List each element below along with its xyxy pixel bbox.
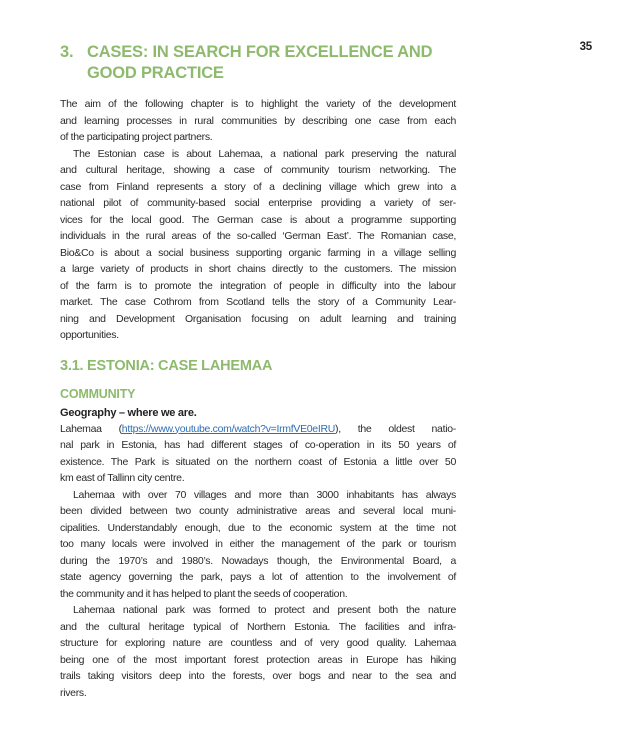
text-line: national pilot of community-based social enterprise providing a variety of ser- bbox=[60, 197, 456, 209]
text-line: vices for the local good. The German case is about a programme supporting bbox=[60, 213, 456, 226]
park-paragraph bbox=[60, 602, 456, 701]
text-line: case from Finland represents a story of a declining village which grew into a bbox=[60, 180, 456, 193]
text-line: Lahemaa with over 70 villages and more than 3000 inhabitants has always bbox=[73, 488, 456, 501]
text-line: ning and Development Organisation focusing on adult learning and training bbox=[60, 312, 456, 325]
text-line: km east of Tallinn city centre. bbox=[60, 472, 185, 484]
page-content bbox=[60, 42, 456, 701]
page-number: 35 bbox=[579, 41, 592, 53]
geography-paragraph-rest bbox=[60, 437, 456, 487]
text-line: opportunities. bbox=[60, 329, 119, 341]
text-line: nal park in Estonia, has had different stages of co-operation in its 50 years of bbox=[60, 439, 456, 451]
text-line: cipalities. Understandably enough, due to the economic system at the time not bbox=[60, 521, 456, 534]
chapter-title: CASES: IN SEARCH FOR EXCELLENCE AND GOOD PRACTICE bbox=[87, 43, 433, 82]
geo-link-prefix: Lahemaa ( bbox=[60, 422, 122, 435]
intro-paragraph-2 bbox=[60, 146, 456, 344]
text-line: market. The case Cothrom from Scotland tells the story of a Community Lear- bbox=[60, 296, 456, 308]
body-text bbox=[60, 96, 456, 701]
text-line: state agency governing the park, pays a lot of attention to the involvement of bbox=[60, 571, 456, 583]
text-line: of the farm is to promote the integration of people in difficulty into the labour bbox=[60, 279, 456, 292]
text-line: Lahemaa national park was formed to protect and present both the nature bbox=[73, 604, 456, 616]
text-line: The Estonian case is about Lahemaa, a national park preserving the natural bbox=[73, 147, 456, 160]
geo-link-suffix: ), the oldest natio- bbox=[335, 422, 456, 435]
text-line: being one of the most important forest protection areas in Europe has hiking bbox=[60, 653, 456, 666]
text-line: and the cultural heritage typical of Northern Estonia. The facilities and infra- bbox=[60, 620, 456, 633]
geography-paragraph bbox=[60, 421, 456, 487]
text-line: the community and it has helped to plant the seeds of cooperation. bbox=[60, 587, 348, 600]
text-line: been divided between two county administrative areas and several local muni- bbox=[60, 505, 456, 517]
text-line: too many locals were involved in either the management of the park or tourism bbox=[60, 538, 456, 550]
villages-paragraph bbox=[60, 487, 456, 603]
chapter-heading bbox=[60, 42, 456, 84]
text-line: existence. The Park is situated on the northern coast of Estonia a little over 50 bbox=[60, 455, 456, 468]
text-line: The aim of the following chapter is to highlight the variety of the development bbox=[60, 98, 456, 110]
section-heading-estonia: 3.1. ESTONIA: CASE LAHEMAA bbox=[60, 357, 273, 374]
text-line: individuals in the rural areas of the so-called ‘German East’. The Romanian case, bbox=[60, 230, 456, 242]
text-line: and learning processes in rural communities by describing one case from each bbox=[60, 114, 456, 127]
subheading-community: COMMUNITY bbox=[60, 386, 136, 401]
text-line: trails taking visitors deep into the forests, over bogs and near to the sea and bbox=[60, 670, 456, 682]
text-line: a large variety of products in short chains directly to the customers. The mission bbox=[60, 263, 456, 275]
youtube-link[interactable]: https://www.youtube.com/watch?v=IrmfVE0eIRU bbox=[121, 422, 336, 435]
text-line: rivers. bbox=[60, 686, 87, 699]
text-line: and cultural heritage, showing a case of community tourism networking. The bbox=[60, 164, 456, 176]
text-line: structure for exploring nature are countless and of very good quality. Lahemaa bbox=[60, 637, 456, 649]
intro-paragraph-1 bbox=[60, 96, 456, 146]
geography-link-line bbox=[60, 421, 456, 438]
geography-title: Geography – where we are. bbox=[60, 406, 197, 419]
text-line: Bio&Co is about a social business supporting organic farming in a village selling bbox=[60, 246, 456, 259]
text-line: of the participating project partners. bbox=[60, 131, 213, 143]
chapter-number: 3. bbox=[60, 43, 74, 61]
text-line: during the 1970’s and 1980’s. Nowadays though, the Environmental Board, a bbox=[60, 554, 456, 567]
